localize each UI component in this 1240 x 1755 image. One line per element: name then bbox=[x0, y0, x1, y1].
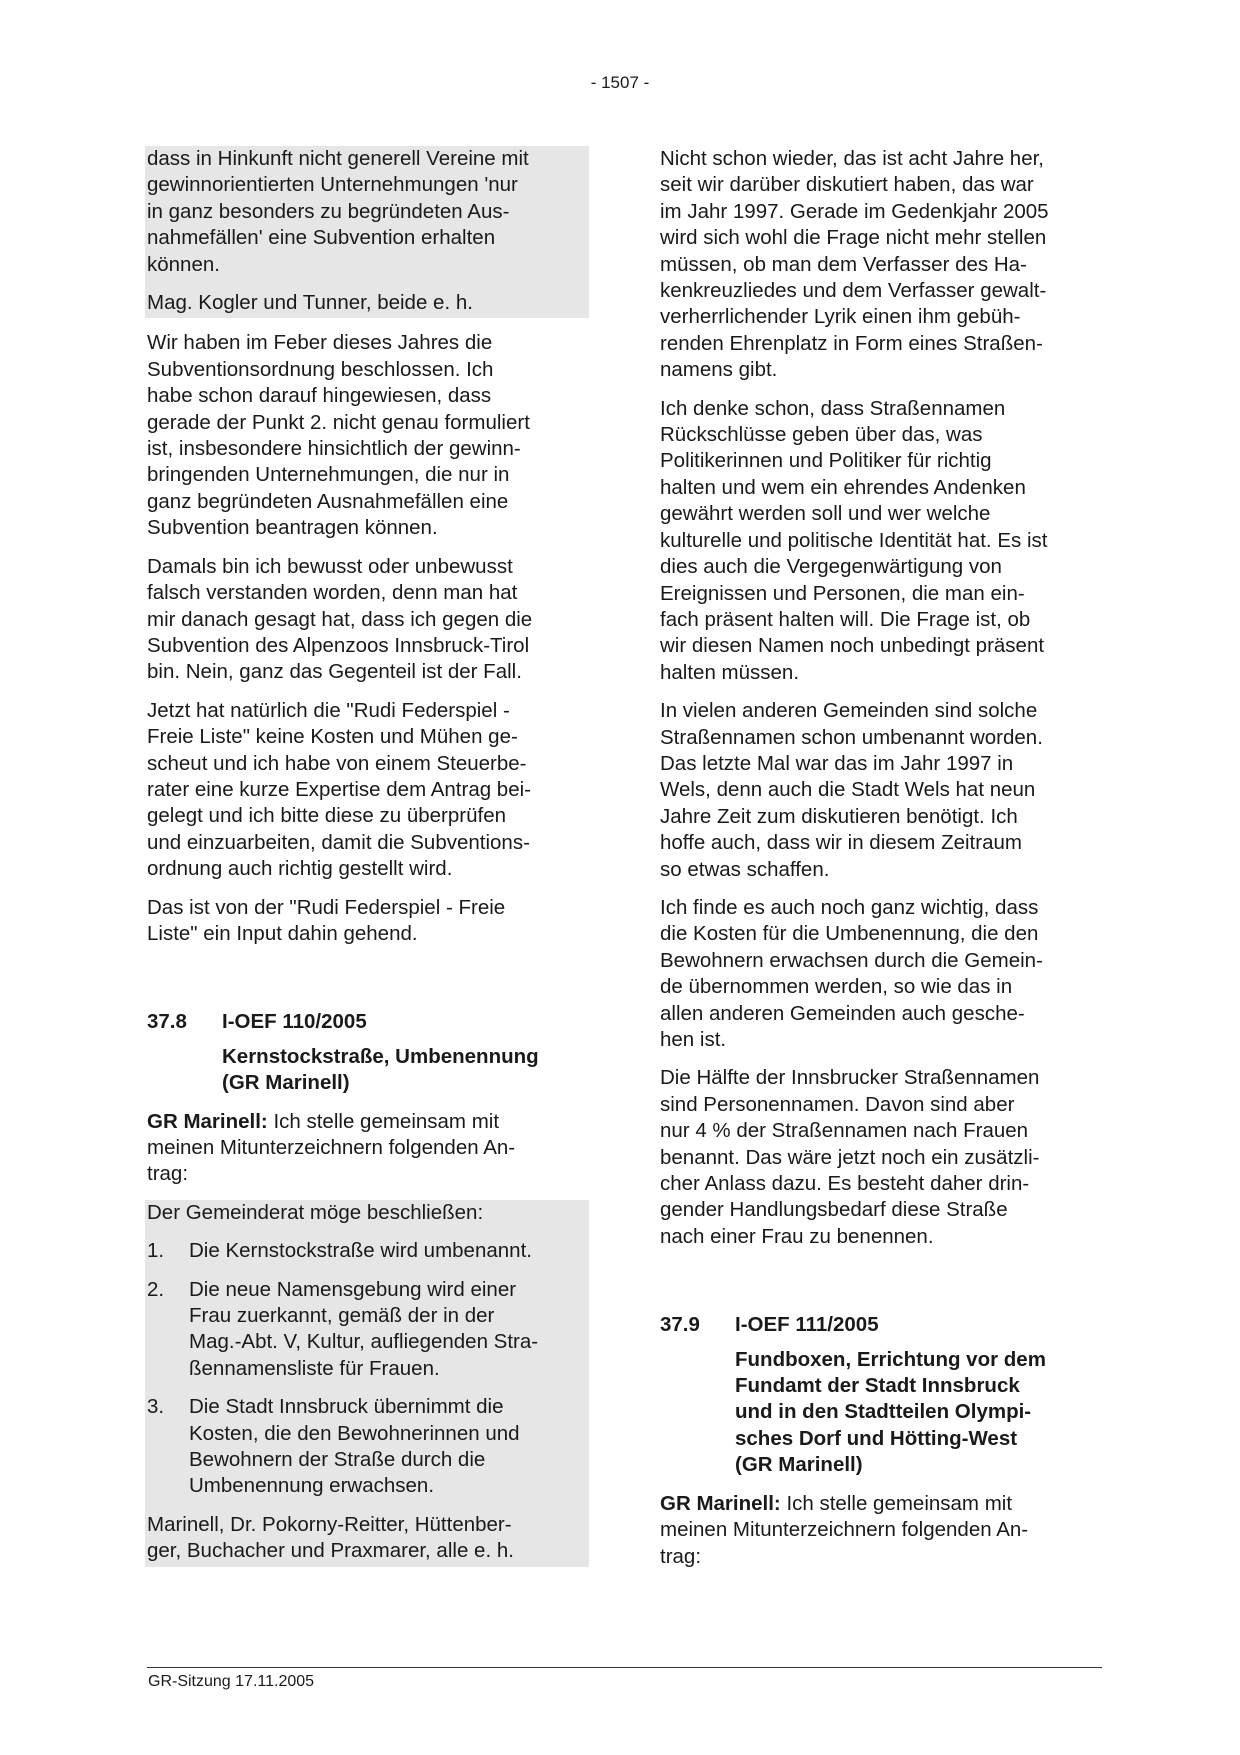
footer-session-date: GR-Sitzung 17.11.2005 bbox=[148, 1673, 315, 1690]
list-item: 3. Die Stadt Innsbruck übernimmt die Kosten, die den Bewohnerinnen und Bewohnern der Straße durch die Umbenennung erwachsen. bbox=[147, 1395, 520, 1498]
paragraph: Wir haben im Feber dieses Jahres die Subventionsordnung beschlossen. Ich habe schon darauf hingewiesen, dass gerade der Punkt 2. nicht genau formuliert ist, insbesondere hinsichtlich der gewinn- bringenden Unternehmungen, die nur in ganz begründeten Ausnahmefällen eine Subvention beantragen können. bbox=[147, 331, 530, 540]
signers-line: Mag. Kogler und Tunner, beide e. h. bbox=[147, 291, 473, 315]
paragraph: In vielen anderen Gemeinden sind solche Straßennamen schon umbenannt worden. Das letzte Mal war das im Jahr 1997 in Wels, denn auch die Stadt Wels hat neun Jahre Zeit zum diskutieren benötigt. Ich hoffe auch, dass wir in diesem Zeitraum so etwas schaffen. bbox=[660, 699, 1043, 881]
signers-line: Marinell, Dr. Pokorny-Reitter, Hüttenber- ger, Buchacher und Praxmarer, alle e. h. bbox=[147, 1512, 514, 1563]
motion-text-block bbox=[145, 146, 589, 318]
left-column bbox=[147, 146, 587, 1567]
right-column bbox=[660, 146, 1115, 1582]
motion-intro: Der Gemeinderat möge beschließen: bbox=[147, 1200, 484, 1224]
paragraph: Nicht schon wieder, das ist acht Jahre her, seit wir darüber diskutiert haben, das war im Jahr 1997. Gerade im Gedenkjahr 2005 wird sich wohl die Frage nicht mehr stellen müssen, ob man dem Verfasser des Ha- kenkreuzliedes und dem Verfasser gewalt- verherrlichender Lyrik einen ihm gebüh- renden Ehrenplatz in Form eines Straßen- namens gibt. bbox=[660, 147, 1049, 382]
section-code: I-OEF 110/2005 bbox=[222, 1010, 367, 1034]
section-code: I-OEF 111/2005 bbox=[735, 1313, 879, 1337]
paragraph: Ich denke schon, dass Straßennamen Rückschlüsse geben über das, was Politikerinnen und Politiker für richtig halten und wem ein ehrendes Andenken gewährt werden soll und wer welche kulturelle und politische Identität hat. Es ist dies auch die Vergegenwärtigung von Ereignissen und Personen, die man ein- fach präsent halten will. Die Frage ist, ob wir diesen Namen noch unbedingt präsent halten müssen. bbox=[660, 396, 1048, 684]
paragraph: Das ist von der "Rudi Federspiel - Freie Liste" ein Input dahin gehend. bbox=[147, 895, 506, 945]
speaker-name: GR Marinell: bbox=[660, 1491, 781, 1515]
section-number: 37.8 bbox=[147, 1010, 187, 1034]
section-heading bbox=[147, 1009, 587, 1035]
speaker-intro: GR Marinell: Ich stelle gemeinsam mit meinen Mitunterzeichnern folgenden An- trag: bbox=[147, 1109, 516, 1186]
paragraph: Damals bin ich bewusst oder unbewusst falsch verstanden worden, denn man hat mir danach gesagt hat, dass ich gegen die Subvention des Alpenzoos Innsbruck-Tirol bin. Nein, ganz das Gegenteil ist der Fall. bbox=[147, 554, 533, 684]
paragraph: Jetzt hat natürlich die "Rudi Federspiel - Freie Liste" keine Kosten und Mühen ge- scheut und ich habe von einem Steuerbe- rater eine kurze Expertise dem Antrag bei- gelegt und ich bitte diese zu überprüfen und einzuarbeiten, damit die Subventions- ordnung auch richtig gestellt wird. bbox=[147, 698, 531, 881]
section-title: Kernstockstraße, Umbenennung (GR Marinell) bbox=[222, 1044, 539, 1095]
paragraph: Ich finde es auch noch ganz wichtig, dass die Kosten für die Umbenennung, die den Bewohnern erwachsen durch die Gemein- de übernommen werden, so wie das in allen anderen Gemeinden auch gesche- hen ist. bbox=[660, 895, 1043, 1051]
list-item: 1. Die Kernstockstraße wird umbenannt. bbox=[147, 1239, 532, 1263]
speaker-name: GR Marinell: bbox=[147, 1109, 268, 1133]
section-number: 37.9 bbox=[660, 1313, 700, 1337]
speaker-intro: GR Marinell: Ich stelle gemeinsam mit meinen Mitunterzeichnern folgenden An- trag: bbox=[660, 1491, 1029, 1568]
section-heading bbox=[660, 1312, 1115, 1338]
paragraph: Die Hälfte der Innsbrucker Straßennamen sind Personennamen. Davon sind aber nur 4 % der Straßennamen nach Frauen benannt. Das wäre jetzt noch ein zusätzli- cher Anlass dazu. Es besteht daher drin- gender Handlungsbedarf diese Straße nach einer Frau zu benennen. bbox=[660, 1066, 1040, 1248]
paragraph: dass in Hinkunft nicht generell Vereine mit gewinnorientierten Unternehmungen 'nur in ganz besonders zu begründeten Aus- nahmefällen' eine Subvention erhalten können. bbox=[147, 147, 529, 276]
footer-divider bbox=[147, 1667, 1102, 1668]
section-title: Fundboxen, Errichtung vor dem Fundamt der Stadt Innsbruck und in den Stadtteilen Olympi- sches Dorf und Hötting-West (GR Marinell) bbox=[735, 1347, 1046, 1477]
motion-text-block bbox=[145, 1200, 589, 1567]
list-item: 2. Die neue Namensgebung wird einer Frau zuerkannt, gemäß der in der Mag.-Abt. V, Kultur, aufliegenden Stra- ßennamensliste für Frauen. bbox=[147, 1277, 539, 1380]
page-number: - 1507 - bbox=[590, 73, 650, 92]
